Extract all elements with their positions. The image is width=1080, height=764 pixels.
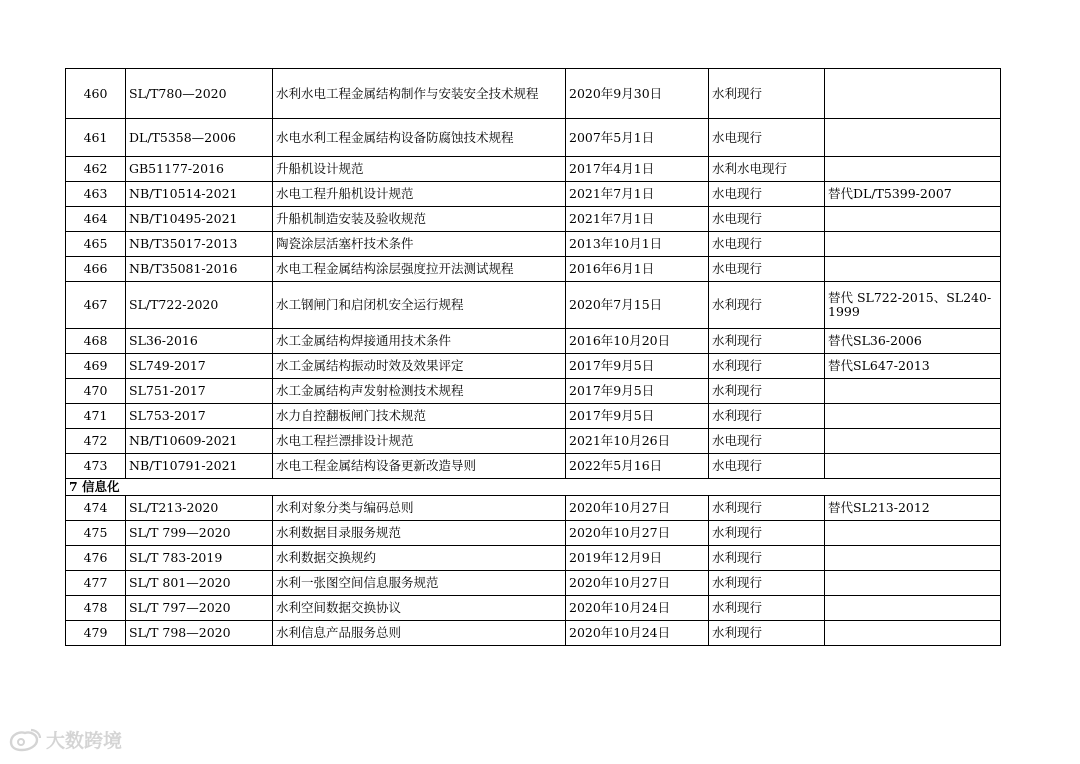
effective-date-cell: 2022年5月16日 [566,454,709,479]
seq-number-cell: 464 [66,207,126,232]
seq-number-cell: 466 [66,257,126,282]
standard-name-cell: 水利信息产品服务总则 [273,621,566,646]
replacement-note-cell [825,521,1001,546]
standard-code-cell: DL/T5358—2006 [126,119,273,157]
replacement-note-cell [825,404,1001,429]
status-cell: 水利现行 [709,354,825,379]
status-cell: 水电现行 [709,207,825,232]
effective-date-cell: 2020年10月27日 [566,521,709,546]
table-row [66,282,1001,329]
standard-code-cell: NB/T35081-2016 [126,257,273,282]
status-cell: 水电现行 [709,232,825,257]
table-row [66,521,1001,546]
effective-date-cell: 2020年7月15日 [566,282,709,329]
replacement-note-cell: 替代 SL722-2015、SL240-1999 [825,282,1001,329]
seq-number-cell: 472 [66,429,126,454]
standard-name-cell: 水力自控翻板闸门技术规范 [273,404,566,429]
standard-code-cell: NB/T10791-2021 [126,454,273,479]
replacement-note-cell: 替代DL/T5399-2007 [825,182,1001,207]
table-row [66,257,1001,282]
standard-code-cell: SL/T 801—2020 [126,571,273,596]
effective-date-cell: 2021年7月1日 [566,182,709,207]
status-cell: 水电现行 [709,119,825,157]
replacement-note-cell [825,207,1001,232]
status-cell: 水利现行 [709,546,825,571]
replacement-note-cell [825,69,1001,119]
standard-name-cell: 水利数据交换规约 [273,546,566,571]
replacement-note-cell [825,119,1001,157]
replacement-note-cell: 替代SL647-2013 [825,354,1001,379]
effective-date-cell: 2020年10月24日 [566,621,709,646]
seq-number-cell: 470 [66,379,126,404]
effective-date-cell: 2013年10月1日 [566,232,709,257]
standard-code-cell: SL/T 798—2020 [126,621,273,646]
effective-date-cell: 2017年9月5日 [566,379,709,404]
standard-name-cell: 水工钢闸门和启闭机安全运行规程 [273,282,566,329]
seq-number-cell: 475 [66,521,126,546]
standard-code-cell: NB/T10514-2021 [126,182,273,207]
effective-date-cell: 2017年9月5日 [566,354,709,379]
status-cell: 水利现行 [709,596,825,621]
standard-code-cell: SL/T 799—2020 [126,521,273,546]
effective-date-cell: 2020年9月30日 [566,69,709,119]
replacement-note-cell [825,157,1001,182]
standard-name-cell: 水电工程拦漂排设计规范 [273,429,566,454]
status-cell: 水利现行 [709,621,825,646]
standard-name-cell: 水工金属结构声发射检测技术规程 [273,379,566,404]
status-cell: 水利现行 [709,379,825,404]
seq-number-cell: 478 [66,596,126,621]
seq-number-cell: 473 [66,454,126,479]
standard-code-cell: SL751-2017 [126,379,273,404]
table-row [66,182,1001,207]
standards-table-body [66,69,1001,646]
table-row [66,454,1001,479]
effective-date-cell: 2020年10月27日 [566,496,709,521]
table-row [66,232,1001,257]
section-header-row [66,479,1001,496]
standard-name-cell: 水利水电工程金属结构制作与安装安全技术规程 [273,69,566,119]
status-cell: 水利水电现行 [709,157,825,182]
standard-code-cell: SL/T 797—2020 [126,596,273,621]
effective-date-cell: 2017年4月1日 [566,157,709,182]
replacement-note-cell: 替代SL36-2006 [825,329,1001,354]
standard-code-cell: SL/T722-2020 [126,282,273,329]
seq-number-cell: 479 [66,621,126,646]
replacement-note-cell [825,232,1001,257]
seq-number-cell: 467 [66,282,126,329]
status-cell: 水利现行 [709,571,825,596]
table-row [66,404,1001,429]
standard-code-cell: NB/T35017-2013 [126,232,273,257]
table-row [66,621,1001,646]
table-row [66,571,1001,596]
standard-code-cell: GB51177-2016 [126,157,273,182]
standard-code-cell: SL/T213-2020 [126,496,273,521]
standard-name-cell: 升船机设计规范 [273,157,566,182]
replacement-note-cell: 替代SL213-2012 [825,496,1001,521]
table-row [66,429,1001,454]
standard-name-cell: 水利一张图空间信息服务规范 [273,571,566,596]
standard-name-cell: 水利空间数据交换协议 [273,596,566,621]
seq-number-cell: 460 [66,69,126,119]
replacement-note-cell [825,571,1001,596]
section-title: 7 信息化 [66,479,1001,496]
standard-code-cell: NB/T10609-2021 [126,429,273,454]
standard-name-cell: 升船机制造安装及验收规范 [273,207,566,232]
table-row [66,157,1001,182]
status-cell: 水利现行 [709,404,825,429]
status-cell: 水电现行 [709,257,825,282]
standard-code-cell: SL/T780—2020 [126,69,273,119]
table-row [66,329,1001,354]
table-row [66,119,1001,157]
status-cell: 水电现行 [709,182,825,207]
standard-name-cell: 水电水利工程金属结构设备防腐蚀技术规程 [273,119,566,157]
seq-number-cell: 471 [66,404,126,429]
watermark [8,726,122,753]
seq-number-cell: 477 [66,571,126,596]
seq-number-cell: 469 [66,354,126,379]
standard-name-cell: 水工金属结构焊接通用技术条件 [273,329,566,354]
effective-date-cell: 2017年9月5日 [566,404,709,429]
effective-date-cell: 2020年10月24日 [566,596,709,621]
effective-date-cell: 2021年10月26日 [566,429,709,454]
status-cell: 水利现行 [709,496,825,521]
standards-table [65,68,1001,646]
weibo-logo-icon [8,728,42,752]
standard-code-cell: SL753-2017 [126,404,273,429]
table-row [66,496,1001,521]
seq-number-cell: 461 [66,119,126,157]
status-cell: 水利现行 [709,282,825,329]
replacement-note-cell [825,546,1001,571]
replacement-note-cell [825,596,1001,621]
replacement-note-cell [825,621,1001,646]
effective-date-cell: 2007年5月1日 [566,119,709,157]
table-row [66,546,1001,571]
seq-number-cell: 468 [66,329,126,354]
status-cell: 水电现行 [709,454,825,479]
status-cell: 水利现行 [709,521,825,546]
standard-name-cell: 水电工程升船机设计规范 [273,182,566,207]
seq-number-cell: 476 [66,546,126,571]
table-row [66,69,1001,119]
watermark-text: 大数跨境 [46,730,123,752]
table-row [66,354,1001,379]
standard-code-cell: SL/T 783-2019 [126,546,273,571]
table-row [66,207,1001,232]
replacement-note-cell [825,454,1001,479]
table-row [66,596,1001,621]
effective-date-cell: 2020年10月27日 [566,571,709,596]
effective-date-cell: 2019年12月9日 [566,546,709,571]
standard-name-cell: 水电工程金属结构设备更新改造导则 [273,454,566,479]
standard-name-cell: 水利对象分类与编码总则 [273,496,566,521]
standard-code-cell: SL36-2016 [126,329,273,354]
seq-number-cell: 465 [66,232,126,257]
effective-date-cell: 2016年6月1日 [566,257,709,282]
status-cell: 水电现行 [709,429,825,454]
standard-name-cell: 水电工程金属结构涂层强度拉开法测试规程 [273,257,566,282]
standard-code-cell: SL749-2017 [126,354,273,379]
status-cell: 水利现行 [709,329,825,354]
seq-number-cell: 463 [66,182,126,207]
status-cell: 水利现行 [709,69,825,119]
effective-date-cell: 2016年10月20日 [566,329,709,354]
seq-number-cell: 462 [66,157,126,182]
seq-number-cell: 474 [66,496,126,521]
replacement-note-cell [825,379,1001,404]
replacement-note-cell [825,257,1001,282]
standard-name-cell: 陶瓷涂层活塞杆技术条件 [273,232,566,257]
table-row [66,379,1001,404]
replacement-note-cell [825,429,1001,454]
standard-name-cell: 水利数据目录服务规范 [273,521,566,546]
standard-code-cell: NB/T10495-2021 [126,207,273,232]
standard-name-cell: 水工金属结构振动时效及效果评定 [273,354,566,379]
effective-date-cell: 2021年7月1日 [566,207,709,232]
